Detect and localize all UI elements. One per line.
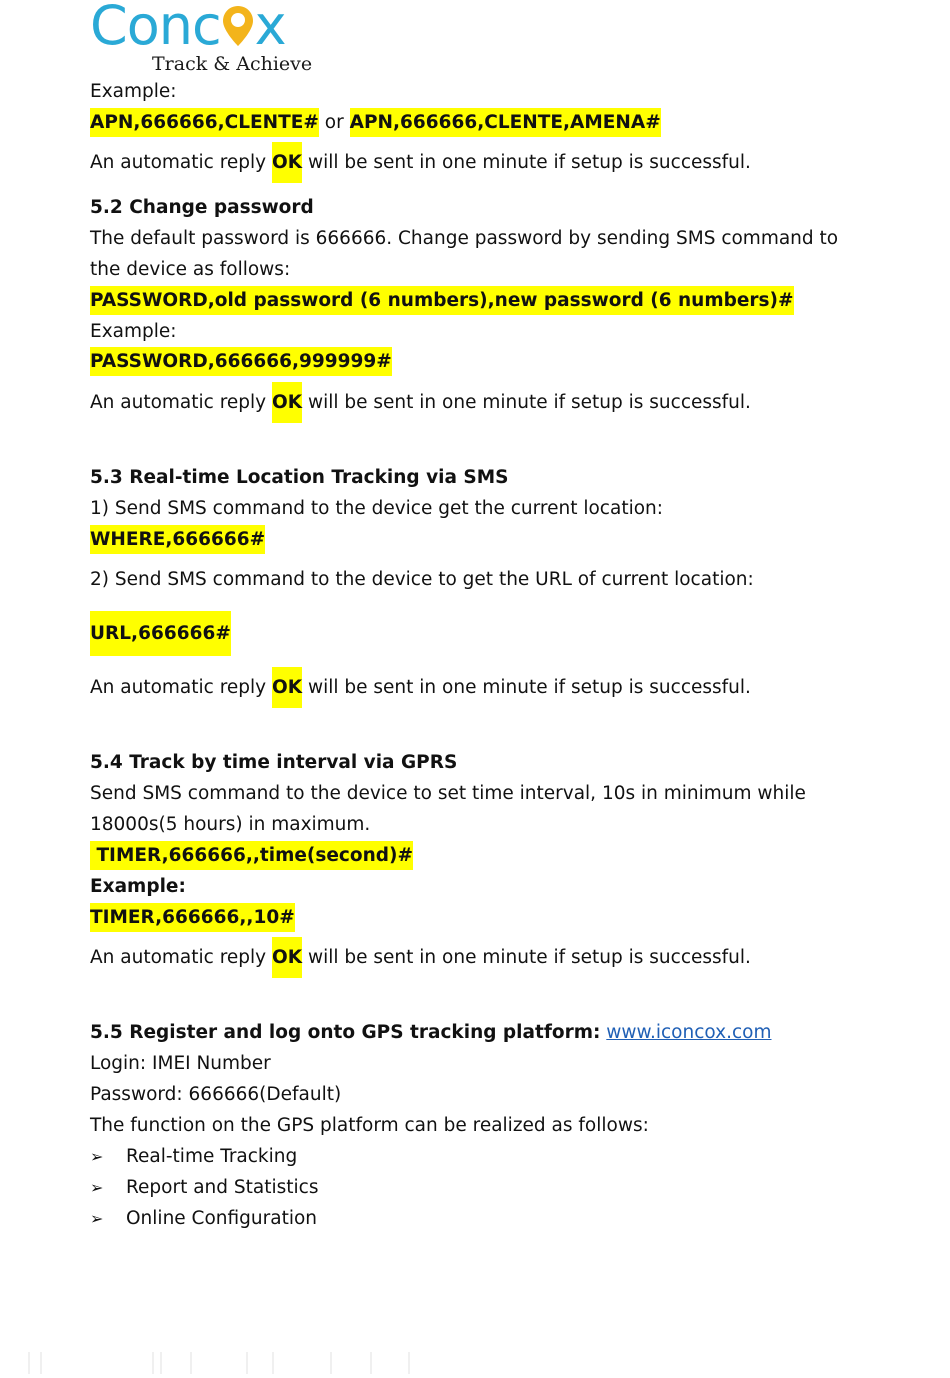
concox-logo [90,2,320,74]
list-item [90,1145,297,1169]
where-command [90,528,265,552]
location-reply-text [90,676,751,700]
password-info: Password: 666666(Default) [90,1084,342,1105]
scan-artifact [330,1352,332,1374]
section-5-2-example-label: Example: [90,321,177,342]
logo-wordmark [90,0,286,56]
section-5-3-step-2: 2) Send SMS command to the device to get the URL of current location: [90,569,754,590]
section-5-5-heading-line [90,1021,772,1045]
scan-artifact [152,1352,154,1374]
platform-link[interactable]: www.iconcox.com [606,1022,772,1043]
list-item-label: Real-time Tracking [126,1146,298,1167]
list-item [90,1207,317,1231]
url-command-text: URL,666666# [90,611,231,656]
logo-brand-post: x [254,0,286,57]
reply-post: will be sent in one minute if setup is successful. [307,677,751,698]
apn-example-label: Example: [90,81,177,102]
password-command-example [90,350,392,374]
scan-artifact [408,1352,410,1374]
url-command [90,622,231,646]
reply-post: will be sent in one minute if setup is successful. [307,392,751,413]
scan-artifact [160,1352,162,1374]
section-5-4-example-label: Example: [90,876,186,897]
section-5-2-text-1: The default password is 666666. Change password by sending SMS command to [90,228,839,249]
section-5-5-heading: 5.5 Register and log onto GPS tracking platform: [90,1022,601,1043]
logo-brand-pre: Conc [90,0,221,57]
reply-ok: OK [272,937,302,978]
platform-function-text: The function on the GPS platform can be realized as follows: [90,1115,649,1136]
apn-or-text: or [324,112,344,133]
password-command-format [90,289,794,313]
arrow-bullet-icon: ➢ [90,1209,104,1228]
scan-artifact [370,1352,372,1374]
scan-artifact [28,1352,30,1374]
scan-artifact [246,1352,248,1374]
arrow-bullet-icon: ➢ [90,1178,104,1197]
reply-pre: An automatic reply [90,677,267,698]
reply-post: will be sent in one minute if setup is successful. [307,152,751,173]
reply-pre: An automatic reply [90,947,267,968]
reply-ok: OK [272,142,302,183]
section-5-2-text-2: the device as follows: [90,259,291,280]
logo-tagline: Track & Achieve [152,53,313,75]
timer-command-example [90,906,295,930]
timer-command-format-text: TIMER,666666,,time(second)# [90,841,413,870]
apn-command-1: APN,666666,CLENTE# [90,108,319,137]
section-5-4-heading: 5.4 Track by time interval via GPRS [90,752,458,773]
reply-post: will be sent in one minute if setup is successful. [307,947,751,968]
apn-commands [90,111,661,135]
arrow-bullet-icon: ➢ [90,1147,104,1166]
list-item-label: Report and Statistics [126,1177,319,1198]
section-5-2-heading: 5.2 Change password [90,197,314,218]
reply-ok: OK [272,667,302,708]
section-5-3-step-1: 1) Send SMS command to the device get the current location: [90,498,663,519]
list-item-label: Online Configuration [126,1208,318,1229]
reply-pre: An automatic reply [90,392,267,413]
location-pin-icon [221,4,255,48]
timer-reply-text [90,946,751,970]
section-5-4-text-1: Send SMS command to the device to set time interval, 10s in minimum while [90,783,806,804]
scan-artifact [190,1352,192,1374]
apn-command-2: APN,666666,CLENTE,AMENA# [350,108,661,137]
section-5-4-text-2: 18000s(5 hours) in maximum. [90,814,371,835]
password-reply-text [90,391,751,415]
timer-command-format [90,844,413,868]
scan-artifact [40,1352,42,1374]
section-5-3-heading: 5.3 Real-time Location Tracking via SMS [90,467,509,488]
apn-reply-text [90,151,751,175]
password-command-format-text: PASSWORD,old password (6 numbers),new password (6 numbers)# [90,286,794,315]
where-command-text: WHERE,666666# [90,525,265,554]
password-command-example-text: PASSWORD,666666,999999# [90,347,392,376]
timer-command-example-text: TIMER,666666,,10# [90,903,295,932]
scan-artifact [272,1352,274,1374]
list-item [90,1176,318,1200]
reply-ok: OK [272,382,302,423]
login-info: Login: IMEI Number [90,1053,271,1074]
reply-pre: An automatic reply [90,152,267,173]
